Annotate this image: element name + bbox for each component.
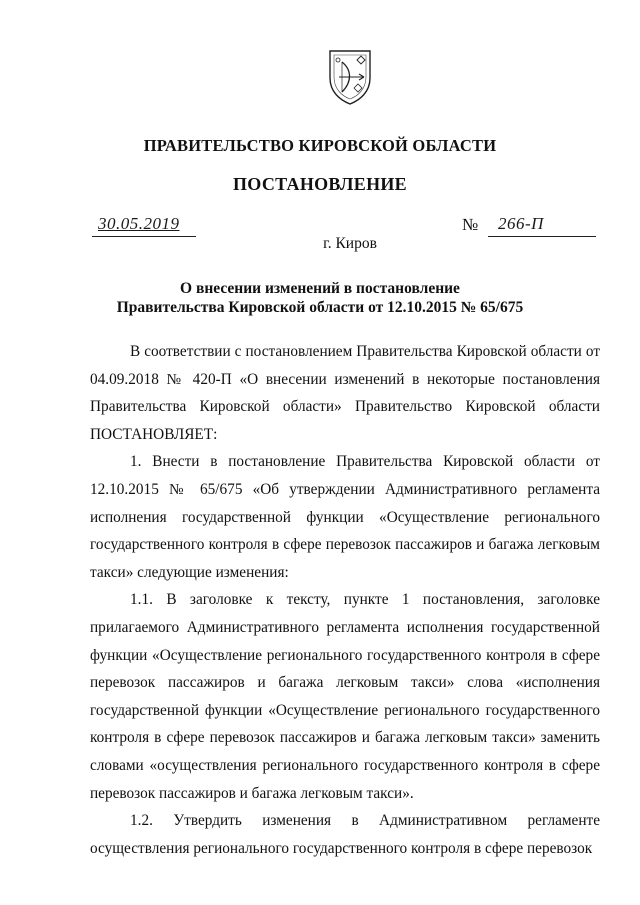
subject-line-1: О внесении изменений в постановление: [180, 280, 460, 297]
handwritten-date: 30.05.2019: [98, 214, 180, 233]
body-paragraph: 1.1. В заголовке к тексту, пункте 1 постановления, заголовке прилагаемого Административного регламента исполнения государственной функции «Осуществление регионального государственного контроля в сфере перевозок пассажиров и багажа легковым такси» слова «исполнения государственной функции «Осуществление регионального государственного контроля в сфере перевозок пассажиров и багажа легковым такси» заменить словами «осуществления регионального государственного контроля в сфере перевозок пассажиров и багажа легковым такси».: [90, 591, 600, 802]
organization-name: ПРАВИТЕЛЬСТВО КИРОВСКОЙ ОБЛАСТИ: [143, 136, 497, 155]
coat-of-arms-emblem: [326, 48, 374, 106]
body-paragraph: В соответствии с постановлением Правительства Кировской области от 04.09.2018 № 420-П «О внесении изменений в некоторые постановления Правительства Кировской области» Правительство Кировской области ПОСТАНОВЛЯЕТ:: [90, 343, 600, 443]
number-prefix: №: [462, 215, 479, 234]
document-body: [90, 338, 600, 862]
handwritten-number: 266-П: [498, 214, 544, 233]
city: г. Киров: [323, 235, 377, 252]
document-subject: [0, 279, 640, 317]
body-paragraph: 1. Внести в постановление Правительства Кировской области от 12.10.2015 № 65/675 «Об утверждении Административного регламента исполнения государственной функции «Осуществление регионального государственного контроля в сфере перевозок пассажиров и багажа легковым такси» следующие изменения:: [90, 453, 600, 581]
body-paragraph: 1.2. Утвердить изменения в Административном регламенте осуществления регионального государственного контроля в сфере перевозок: [90, 812, 600, 857]
subject-line-2: Правительства Кировской области от 12.10.2015 № 65/675: [116, 299, 524, 316]
document-type: ПОСТАНОВЛЕНИЕ: [233, 174, 407, 194]
